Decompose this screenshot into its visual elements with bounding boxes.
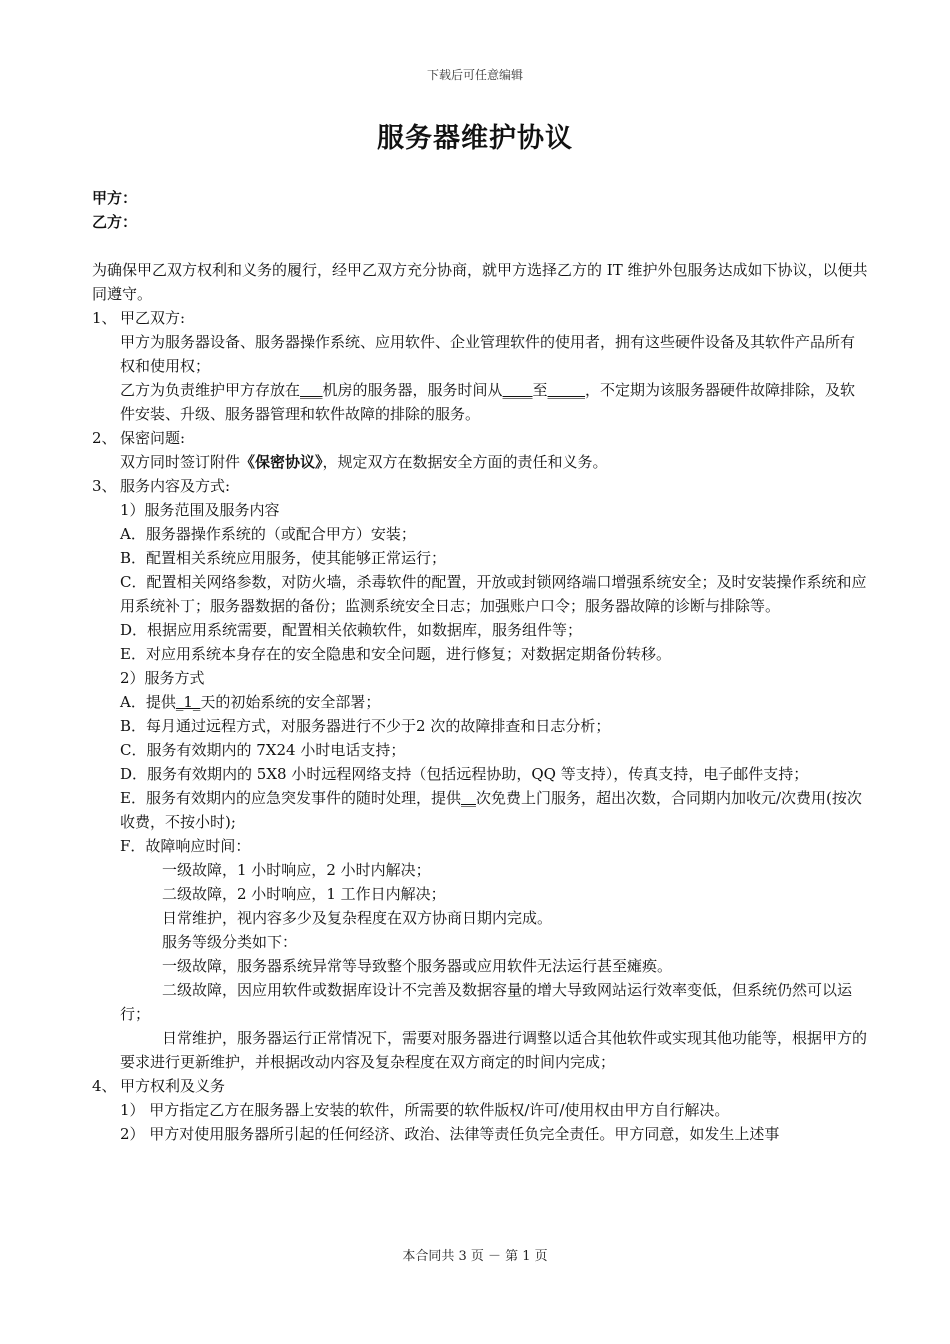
- response-routine: 日常维护，视内容多少及复杂程度在双方协商日期内完成。: [162, 909, 553, 927]
- method-item-e: E．服务有效期内的应急突发事件的随时处理，提供__次免费上门服务，超出次数，合同期内加收元/次费用(按次收费，不按小时);: [120, 789, 862, 831]
- section-4-heading: [92, 1074, 868, 1098]
- section-3-number: 3、: [92, 477, 117, 495]
- method-item-d: D．服务有效期内的 5X8 小时远程网络支持（包括远程协助，QQ 等支持），传真支持，电子邮件支持；: [120, 765, 809, 783]
- service-method-subheading: 2）服务方式: [120, 669, 205, 687]
- method-item-a: A．提供_1_天的初始系统的安全部署；: [120, 693, 381, 711]
- party-a-right-1: 1） 甲方指定乙方在服务器上安装的软件，所需要的软件版权/许可/使用权由甲方自行解决。: [120, 1101, 730, 1119]
- section-1-heading: [92, 306, 868, 330]
- section-3-title: 服务内容及方式:: [120, 477, 231, 495]
- method-item-b: B．每月通过远程方式，对服务器进行不少于2 次的故障排查和日志分析；: [120, 717, 611, 735]
- section-4-number: 4、: [92, 1077, 117, 1095]
- method-item-f: F．故障响应时间：: [120, 837, 251, 855]
- section-3-heading: [92, 474, 868, 498]
- intro-paragraph: 为确保甲乙双方权利和义务的履行，经甲乙双方充分协商，就甲方选择乙方的 IT 维护外包服务达成如下协议，以便共同遵守。: [92, 261, 868, 303]
- deployment-days-blank: _1_: [175, 693, 201, 711]
- document-body: [92, 186, 868, 1146]
- section-1-title: 甲乙双方:: [120, 309, 186, 327]
- level-1-definition: 一级故障，服务器系统异常等导致整个服务器或应用软件无法运行甚至瘫痪。: [162, 957, 673, 975]
- party-b-label: 乙方：: [92, 213, 138, 231]
- scope-item-a: A．服务器操作系统的（或配合甲方）安装；: [120, 525, 416, 543]
- routine-definition: 日常维护，服务器运行正常情况下，需要对服务器进行调整以适合其他软件或实现其他功能等，根据甲方的要求进行更新维护，并根据改动内容及复杂程度在双方商定的时间内完成；: [120, 1029, 868, 1071]
- party-a-right-2: 2） 甲方对使用服务器所引起的任何经济、政治、法律等责任负完全责任。甲方同意，如发生上述事: [120, 1125, 780, 1143]
- service-level-heading: 服务等级分类如下：: [162, 933, 298, 951]
- machine-room-blank: ___: [300, 381, 323, 399]
- section-1-number: 1、: [92, 309, 117, 327]
- scope-item-d: D．根据应用系统需要，配置相关依赖软件，如数据库，服务组件等；: [120, 621, 583, 639]
- response-level-1: 一级故障，1 小时响应，2 小时内解决；: [162, 861, 431, 879]
- section-1-paragraph-2: 乙方为负责维护甲方存放在___机房的服务器，服务时间从____至_____，不定期为该服务器硬件故障排除，及软件安装、升级、服务器管理和软件故障的排除的服务。: [120, 381, 856, 423]
- header-note: 下载后可任意编辑: [426, 68, 523, 82]
- section-2-heading: [92, 426, 868, 450]
- section-2-number: 2、: [92, 429, 117, 447]
- level-2-definition: 二级故障，因应用软件或数据库设计不完善及数据容量的增大导致网站运行效率变低，但系统仍然可以运行；: [120, 981, 853, 1023]
- section-2-paragraph: 双方同时签订附件《保密协议》，规定双方在数据安全方面的责任和义务。: [120, 453, 608, 471]
- service-start-blank: ____: [502, 381, 533, 399]
- scope-item-b: B．配置相关系统应用服务，使其能够正常运行；: [120, 549, 447, 567]
- confidentiality-agreement-ref: 《保密协议》: [240, 453, 323, 471]
- scope-item-c: C．配置相关网络参数，对防火墙，杀毒软件的配置，开放或封锁网络端口增强系统安全；及时安装操作系统和应用系统补丁；服务器数据的备份；监测系统安全日志；加强账户口令；服务器故障的诊断与排除等。: [120, 573, 867, 615]
- party-a-label: 甲方：: [92, 189, 138, 207]
- service-end-blank: _____: [547, 381, 586, 399]
- section-1-paragraph-1: 甲方为服务器设备、服务器操作系统、应用软件、企业管理软件的使用者，拥有这些硬件设备及其软件产品所有权和使用权；: [120, 333, 856, 375]
- method-item-c: C．服务有效期内的 7X24 小时电话支持；: [120, 741, 406, 759]
- section-4-title: 甲方权利及义务: [120, 1077, 226, 1095]
- onsite-visits-blank: __: [460, 789, 476, 807]
- scope-item-e: E．对应用系统本身存在的安全隐患和安全问题，进行修复；对数据定期备份转移。: [120, 645, 671, 663]
- section-2-title: 保密问题:: [120, 429, 186, 447]
- page-footer: 本合同共 3 页 － 第 1 页: [402, 1249, 548, 1264]
- response-level-2: 二级故障，2 小时响应，1 工作日内解决；: [162, 885, 446, 903]
- service-scope-subheading: 1）服务范围及服务内容: [120, 501, 280, 519]
- document-title: 服务器维护协议: [377, 123, 573, 154]
